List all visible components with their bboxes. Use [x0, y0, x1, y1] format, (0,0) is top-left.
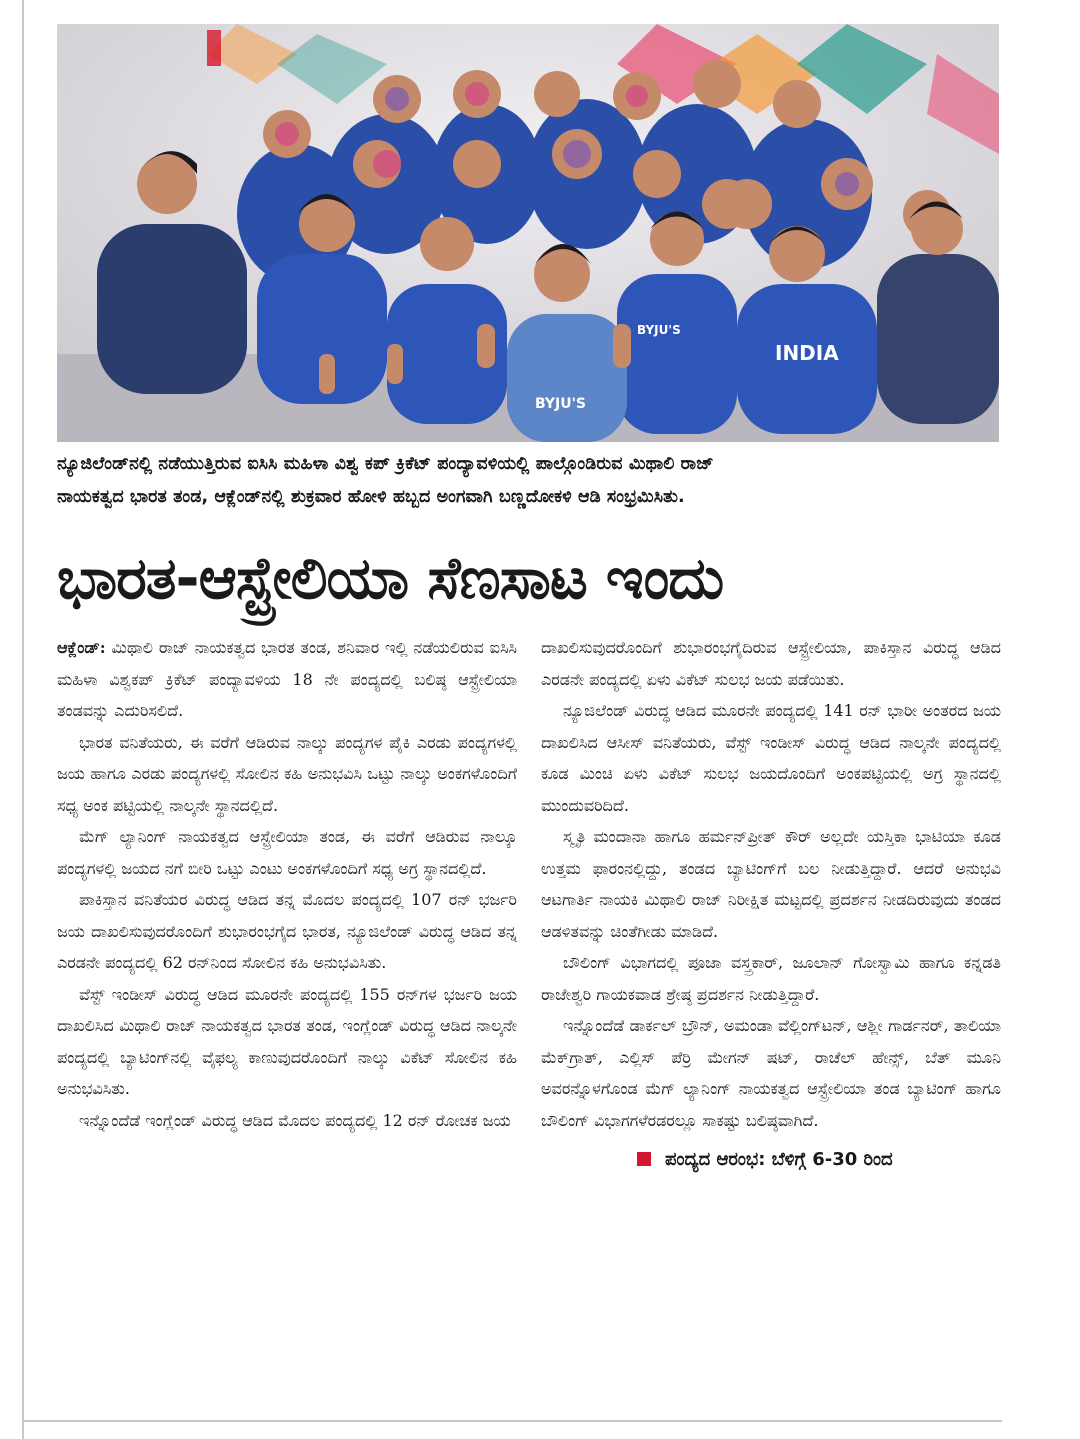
photo-caption	[57, 448, 999, 514]
article-paragraph: ಆಕ್ಲೆಂಡ್: ಮಿಥಾಲಿ ರಾಜ್ ನಾಯಕತ್ವದ ಭಾರತ ತಂಡ, ಶನಿವಾರ ಇಲ್ಲಿ ನಡೆಯಲಿರುವ ಐಸಿಸಿ ಮಹಿಳಾ ವಿಶ್ವಕಪ್ ಕ್ರಿಕೆಟ್ ಪಂದ್ಯಾವಳಿಯ 18 ನೇ ಪಂದ್ಯದಲ್ಲಿ ಬಲಿಷ್ಠ ಆಸ್ಟ್ರೇಲಿಯಾ ತಂಡವನ್ನು ಎದುರಿಸಲಿದೆ.	[57, 638, 517, 720]
article-paragraph: ದಾಖಲಿಸುವುದರೊಂದಿಗೆ ಶುಭಾರಂಭಗೈದಿರುವ ಆಸ್ಟ್ರೇಲಿಯಾ, ಪಾಕಿಸ್ತಾನ ವಿರುದ್ಧ ಆಡಿದ ಎರಡನೇ ಪಂದ್ಯದಲ್ಲಿ ಏಳು ವಿಕೆಟ್ ಸುಲಭ ಜಯ ಪಡೆಯಿತು.	[541, 638, 1001, 689]
caption-line-2: ನಾಯಕತ್ವದ ಭಾರತ ತಂಡ, ಆಕ್ಲೆಂಡ್‌ನಲ್ಲಿ ಶುಕ್ರವಾರ ಹೋಳಿ ಹಬ್ಬದ ಅಂಗವಾಗಿ ಬಣ್ಣದೋಕಳಿ ಆಡಿ ಸಂಭ್ರಮಿಸಿತು.	[57, 487, 685, 507]
match-time-note: ಪಂದ್ಯದ ಆರಂಭ: ಬೆಳಿಗ್ಗೆ 6-30 ರಿಂದ	[541, 1144, 1001, 1176]
team-celebration-photo	[57, 24, 999, 442]
caption-line-1: ನ್ಯೂಜಿಲೆಂಡ್‌ನಲ್ಲಿ ನಡೆಯುತ್ತಿರುವ ಐಸಿಸಿ ಮಹಿಳಾ ವಿಶ್ವ ಕಪ್ ಕ್ರಿಕೆಟ್ ಪಂದ್ಯಾವಳಿಯಲ್ಲಿ ಪಾಲ್ಗೊಂಡಿರುವ ಮಿಥಾಲಿ ರಾಜ್	[57, 454, 714, 474]
jersey-text-india: INDIA	[775, 341, 839, 365]
article-paragraph: ಪಾಕಿಸ್ತಾನ ವನಿತೆಯರ ವಿರುದ್ಧ ಆಡಿದ ತನ್ನ ಮೊದಲ ಪಂದ್ಯದಲ್ಲಿ 107 ರನ್ ಭರ್ಜರಿ ಜಯ ದಾಖಲಿಸುವುದರೊಂದಿಗೆ ಶುಭಾರಂಭಗೈದ ಭಾರತ, ನ್ಯೂಜಿಲೆಂಡ್ ವಿರುದ್ಧ ಆಡಿದ ತನ್ನ ಎರಡನೇ ಪಂದ್ಯದಲ್ಲಿ 62 ರನ್‌ನಿಂದ ಸೋಲಿನ ಕಹಿ ಅನುಭವಿಸಿತು.	[57, 890, 517, 972]
jersey-text-byjus-2: BYJU'S	[637, 323, 681, 337]
article-paragraph: ಭಾರತ ವನಿತೆಯರು, ಈ ವರೆಗೆ ಆಡಿರುವ ನಾಲ್ಕು ಪಂದ್ಯಗಳ ಪೈಕಿ ಎರಡು ಪಂದ್ಯಗಳಲ್ಲಿ ಜಯ ಹಾಗೂ ಎರಡು ಪಂದ್ಯಗಳಲ್ಲಿ ಸೋಲಿನ ಕಹಿ ಅನುಭವಿಸಿ ಒಟ್ಟು ನಾಲ್ಕು ಅಂಕಗಳೊಂದಿಗೆ ಸಧ್ಯ ಅಂಕ ಪಟ್ಟಿಯಲ್ಲಿ ನಾಲ್ಕನೇ ಸ್ಥಾನದಲ್ಲಿದೆ.	[57, 732, 517, 815]
article-paragraph: ವೆಸ್ಟ್ ಇಂಡೀಸ್ ವಿರುದ್ಧ ಆಡಿದ ಮೂರನೇ ಪಂದ್ಯದಲ್ಲಿ 155 ರನ್‌ಗಳ ಭರ್ಜರಿ ಜಯ ದಾಖಲಿಸಿದ ಮಿಥಾಲಿ ರಾಜ್ ನಾಯಕತ್ವದ ಭಾರತ ತಂಡ, ಇಂಗ್ಲೆಂಡ್ ವಿರುದ್ಧ ಆಡಿದ ನಾಲ್ಕನೇ ಪಂದ್ಯದಲ್ಲಿ ಬ್ಯಾಟಿಂಗ್‌ನಲ್ಲಿ ವೈಫಲ್ಯ ಕಾಣುವುದರೊಂದಿಗೆ ನಾಲ್ಕು ವಿಕೆಟ್ ಸೋಲಿನ ಕಹಿ ಅನುಭವಿಸಿತು.	[57, 984, 517, 1098]
dateline: ಆಕ್ಲೆಂಡ್:	[57, 638, 106, 657]
headline: ಭಾರತ-ಆಸ್ಟ್ರೇಲಿಯಾ ಸೆಣಸಾಟ ಇಂದು	[57, 544, 724, 612]
article-paragraph: ಮೆಗ್ ಲ್ಯಾನಿಂಗ್ ನಾಯಕತ್ವದ ಆಸ್ಟ್ರೇಲಿಯಾ ತಂಡ, ಈ ವರೆಗೆ ಆಡಿರುವ ನಾಲ್ಕೂ ಪಂದ್ಯಗಳಲ್ಲಿ ಜಯದ ನಗೆ ಬೀರಿ ಒಟ್ಟು ಎಂಟು ಅಂಕಗಳೊಂದಿಗೆ ಸಧ್ಯ ಅಗ್ರ ಸ್ಥಾನದಲ್ಲಿದೆ.	[57, 827, 517, 878]
article-paragraph: ಸ್ಮೃತಿ ಮಂದಾನಾ ಹಾಗೂ ಹರ್ಮನ್‌ಪ್ರೀತ್ ಕೌರ್ ಅಲ್ಲದೇ ಯಸ್ತಿಕಾ ಭಾಟಿಯಾ ಕೂಡ ಉತ್ತಮ ಫಾರಂನಲ್ಲಿದ್ದು, ತಂಡದ ಬ್ಯಾಟಿಂಗ್‌ಗೆ ಬಲ ನೀಡುತ್ತಿದ್ದಾರೆ. ಆದರೆ ಅನುಭವಿ ಆಟಗಾರ್ತಿ ನಾಯಕಿ ಮಿಥಾಲಿ ರಾಜ್ ನಿರೀಕ್ಷಿತ ಮಟ್ಟದಲ್ಲಿ ಪ್ರದರ್ಶನ ನೀಡದಿರುವುದು ತಂಡದ ಆಡಳಿತವನ್ನು ಚಿಂತೆಗೀಡು ಮಾಡಿದೆ.	[541, 827, 1001, 941]
page-bottom-rule	[22, 1420, 1002, 1422]
article-paragraph: ಇನ್ನೊಂದೆಡೆ ಡಾರ್ಕಲ್ ಬ್ರೌನ್, ಅಮಂಡಾ ವೆಲ್ಲಿಂಗ್‌ಟನ್, ಆಶ್ಲೀ ಗಾರ್ಡನರ್, ತಾಲಿಯಾ ಮೆಕ್‌ಗ್ರಾತ್, ಎಲ್ಲಿಸ್ ಪೆರ್ರಿ ಮೇಗನ್ ಷಟ್, ರಾಚೆಲ್ ಹೇನ್ಸ್, ಬೆತ್ ಮೂನಿ ಅವರನ್ನೊಳಗೊಂಡ ಮೆಗ್ ಲ್ಯಾನಿಂಗ್ ನಾಯಕತ್ವದ ಆಸ್ಟ್ರೇಲಿಯಾ ತಂಡ ಬ್ಯಾಟಿಂಗ್ ಹಾಗೂ ಬೌಲಿಂಗ್ ವಿಭಾಗಗಳೆರಡರಲ್ಲೂ ಸಾಕಷ್ಟು ಬಲಿಷ್ಠವಾಗಿದೆ.	[541, 1016, 1001, 1130]
article-column-right	[541, 632, 1001, 1176]
jersey-text-byjus: BYJU'S	[535, 396, 586, 412]
team-photo-illustration	[57, 24, 999, 442]
article-paragraph: ನ್ಯೂಜಿಲೆಂಡ್ ವಿರುದ್ಧ ಆಡಿದ ಮೂರನೇ ಪಂದ್ಯದಲ್ಲಿ 141 ರನ್ ಭಾರೀ ಅಂತರದ ಜಯ ದಾಖಲಿಸಿದ ಆಸೀಸ್ ವನಿತೆಯರು, ವೆಸ್ಟ್ ಇಂಡೀಸ್ ವಿರುದ್ಧ ಆಡಿದ ನಾಲ್ಕನೇ ಪಂದ್ಯದಲ್ಲಿ ಕೂಡ ಮಿಂಚಿ ಏಳು ವಿಕೆಟ್ ಸುಲಭ ಜಯದೊಂದಿಗೆ ಅಂಕಪಟ್ಟಿಯಲ್ಲಿ ಅಗ್ರ ಸ್ಥಾನದಲ್ಲಿ ಮುಂದುವರಿದಿದೆ.	[541, 701, 1001, 815]
page-edge-rule	[22, 0, 24, 1439]
red-square-bullet-icon	[637, 1152, 651, 1166]
article-paragraph: ಬೌಲಿಂಗ್ ವಿಭಾಗದಲ್ಲಿ ಪೂಜಾ ವಸ್ತ್ರಕಾರ್, ಜೂಲಾನ್ ಗೋಸ್ವಾಮಿ ಹಾಗೂ ಕನ್ನಡತಿ ರಾಜೇಶ್ವರಿ ಗಾಯಕವಾಡ ಶ್ರೇಷ್ಠ ಪ್ರದರ್ಶನ ನೀಡುತ್ತಿದ್ದಾರೆ.	[541, 953, 1001, 1004]
article-column-left	[57, 632, 517, 1136]
article-paragraph: ಇನ್ನೊಂದೆಡೆ ಇಂಗ್ಲೆಂಡ್ ವಿರುದ್ಧ ಆಡಿದ ಮೊದಲ ಪಂದ್ಯದಲ್ಲಿ 12 ರನ್ ರೋಚಕ ಜಯ	[79, 1110, 511, 1130]
